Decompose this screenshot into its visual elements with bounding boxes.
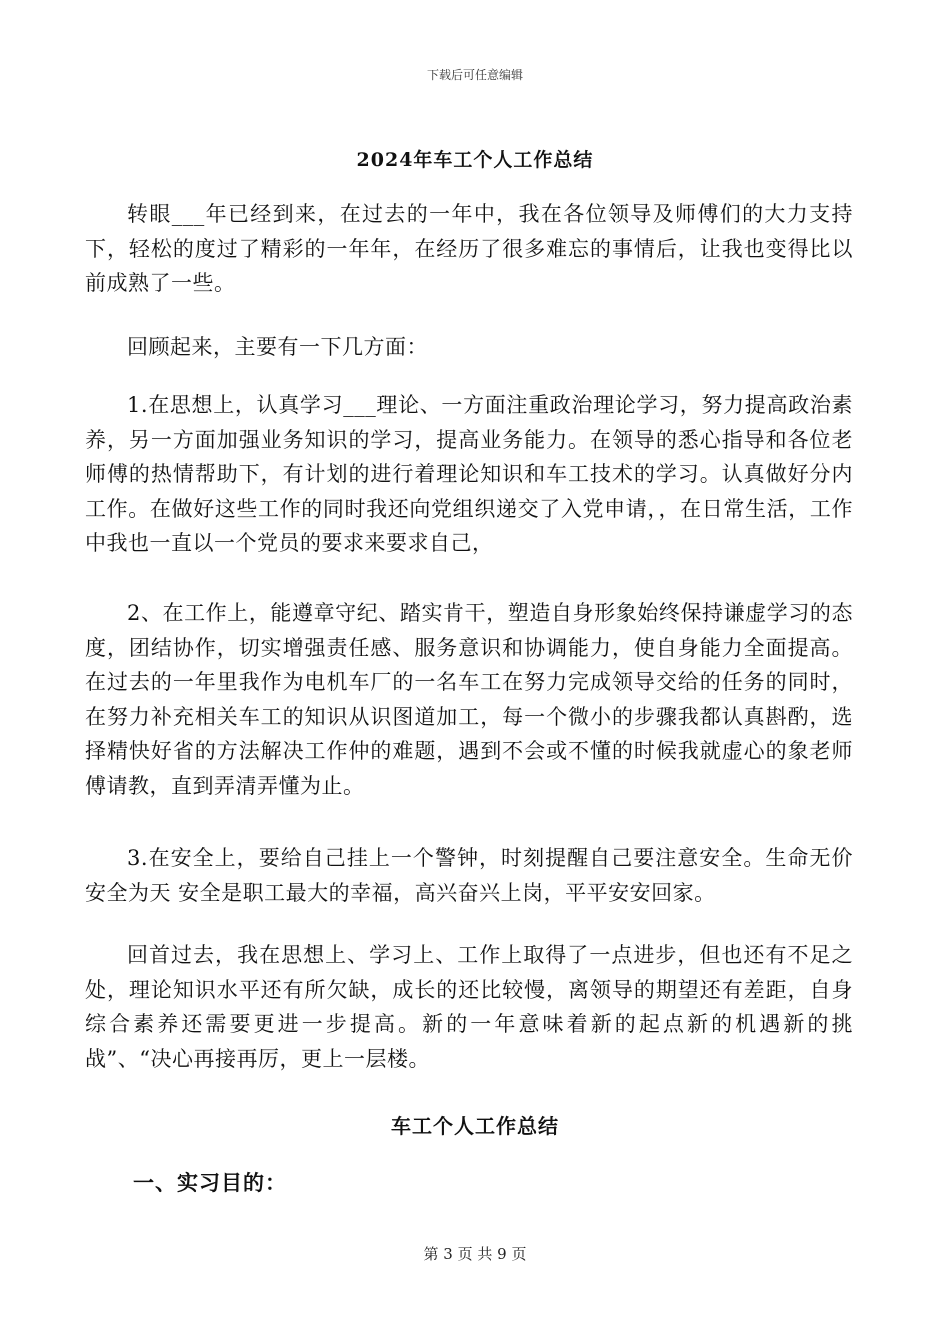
paragraph-intro: 转眼___年已经到来，在过去的一年中，我在各位领导及师傅们的大力支持下，轻松的度过了精彩的一年年，在经历了很多难忘的事情后，让我也变得比以前成熟了一些。 — [85, 202, 853, 295]
paragraph-work: 2、在工作上，能遵章守纪、踏实肯干，塑造自身形象始终保持谦虚学习的态度，团结协作，切实增强责任感、服务意识和协调能力，使自身能力全面提高。在过去的一年里我作为电机车厂的一名车工在努力完成领导交给的任务的同时，在努力补充相关车工的知识从识图道加工，每一个微小的步骤我都认真斟酌，选择精快好省的方法解决工作仲的难题，遇到不会或不懂的时候我就虚心的象老师傅请教，直到弄清弄懂为止。 — [85, 601, 853, 798]
paragraph-review: 回顾起来，主要有一下几方面： — [127, 335, 428, 359]
section-heading: 一、实习目的： — [133, 1170, 287, 1195]
paragraph-conclusion: 回首过去，我在思想上、学习上、工作上取得了一点进步，但也还有不足之处，理论知识水平还有所欠缺，成长的还比较慢，离领导的期望还有差距，自身综合素养还需要更进一步提高。新的一年意味着新的起点新的机遇新的挑战”、“决心再接再厉，更上一层楼。 — [85, 943, 853, 1071]
paragraph-thought: 1.在思想上，认真学习___理论、一方面注重政治理论学习，努力提高政治素养，另一方面加强业务知识的学习，提高业务能力。在领导的悉心指导和各位老师傅的热情帮助下，有计划的进行着理论知识和车工技术的学习。认真做好分内工作。在做好这些工作的同时我还向党组织递交了入党申请，，在日常生活，工作中我也一直以一个党员的要求来要求自己， — [85, 393, 853, 555]
document-title: 2024年车工个人工作总结 — [356, 149, 594, 171]
page-header-note: 下载后可任意编辑 — [426, 68, 523, 82]
paragraph-safety: 3.在安全上，要给自己挂上一个警钟，时刻提醒自己要注意安全。生命无价安全为天 安全是职工最大的幸福，高兴奋兴上岗，平平安安回家。 — [85, 846, 853, 905]
section-subtitle: 车工个人工作总结 — [391, 1114, 559, 1138]
page-number: 第 3 页 共 9 页 — [423, 1245, 527, 1263]
